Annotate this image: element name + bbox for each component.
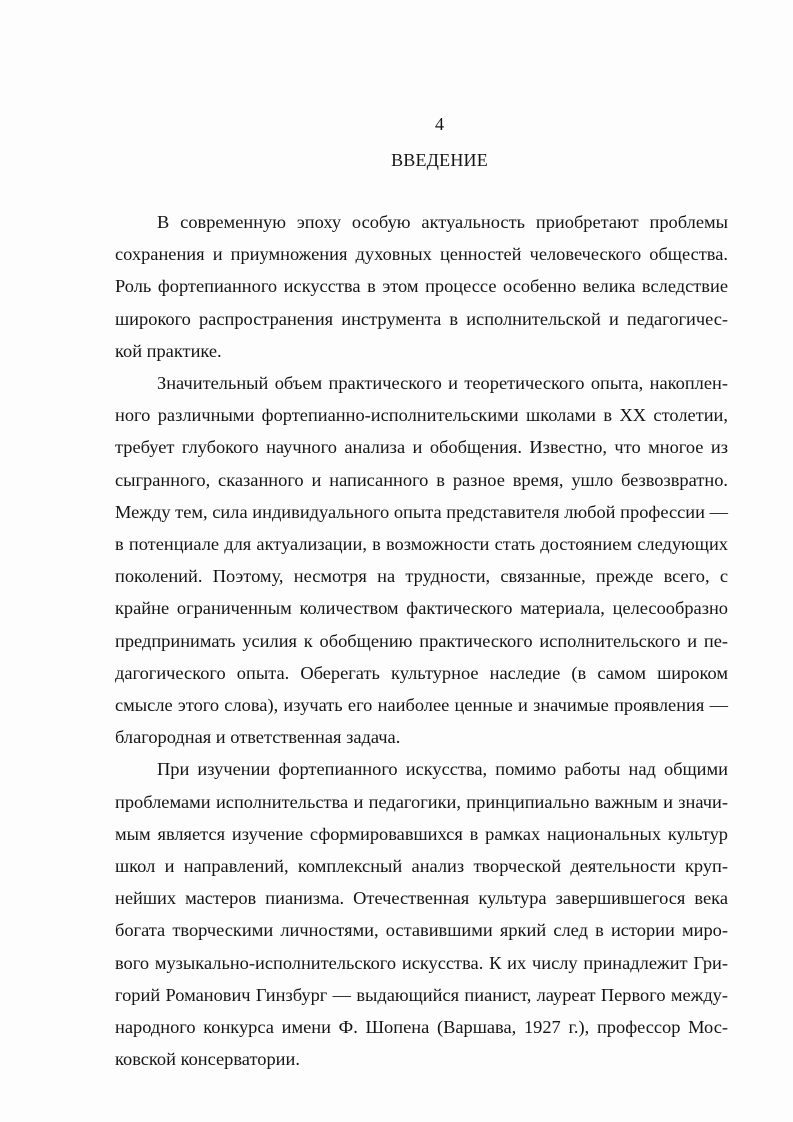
text-line: поколений. Поэтому, несмотря на трудности, связанные, прежде всего, с xyxy=(115,566,728,587)
text-line: сохранения и приумножения духовных ценностей человеческого общества. xyxy=(115,244,728,265)
page-number: 4 xyxy=(435,114,444,134)
text-line: благородная и ответственная задача. xyxy=(115,727,401,748)
text-line: Значительный объем практического и теоретического опыта, накоплен- xyxy=(157,373,728,394)
text-line: предпринимать усилия к обобщению практического исполнительского и пе- xyxy=(115,630,728,651)
text-line: кой практике. xyxy=(115,340,222,361)
text-line: школ и направлений, комплексный анализ творческой деятельности круп- xyxy=(115,856,728,877)
text-line: В современную эпоху особую актуальность приобретают проблемы xyxy=(157,212,728,232)
paragraph-3 xyxy=(115,753,728,1075)
text-line: мым является изучение сформировавшихся в рамках национальных культур xyxy=(115,823,728,844)
section-heading: ВВЕДЕНИЕ xyxy=(391,150,488,170)
text-line: требует глубокого научного анализа и обобщения. Известно, что многое из xyxy=(115,437,728,458)
text-line: народного конкурса имени Ф. Шопена (Варшава, 1927 г.), профессор Мос- xyxy=(115,1017,728,1038)
text-line: вого музыкально-исполнительского искусства. К их числу принадлежит Гри- xyxy=(115,952,728,973)
body-text xyxy=(115,206,728,1075)
text-line: горий Романович Гинзбург — выдающийся пианист, лауреат Первого между- xyxy=(115,984,728,1005)
text-line: дагогического опыта. Оберегать культурное наследие (в самом широком xyxy=(115,662,728,683)
text-line: проблемами исполнительства и педагогики, принципиально важным и значи- xyxy=(115,791,728,812)
text-line: крайне ограниченным количеством фактического материала, целесообразно xyxy=(115,598,728,619)
text-line: широкого распространения инструмента в исполнительской и педагогичес- xyxy=(115,308,728,329)
text-line: смысле этого слова), изучать его наиболее ценные и значимые проявления — xyxy=(115,695,728,716)
text-line: Роль фортепианного искусства в этом процессе особенно велика вследствие xyxy=(115,276,728,297)
text-line: в потенциале для актуализации, в возможности стать достоянием следующих xyxy=(115,534,728,555)
text-line: нейших мастеров пианизма. Отечественная культура завершившегося века xyxy=(115,888,728,909)
text-line: При изучении фортепианного искусства, помимо работы над общими xyxy=(157,759,728,780)
text-line: богата творческими личностями, оставившими яркий след в истории миро- xyxy=(115,920,728,941)
paragraph-1 xyxy=(115,206,728,367)
text-line: Между тем, сила индивидуального опыта представителя любой профессии — xyxy=(115,501,728,522)
text-line: сыгранного, сказанного и написанного в разное время, ушло безвозвратно. xyxy=(115,469,728,490)
text-line: ного различными фортепианно-исполнительскими школами в XX столетии, xyxy=(115,405,728,426)
paragraph-2 xyxy=(115,367,728,753)
text-line: ковской консерватории. xyxy=(115,1049,300,1070)
